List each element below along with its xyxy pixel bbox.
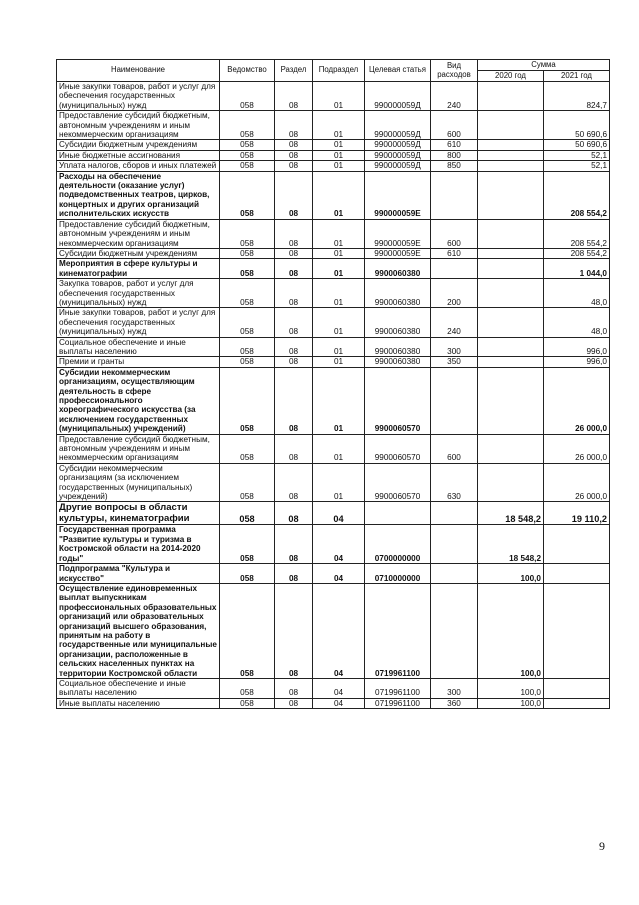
row-section: 08 bbox=[275, 82, 313, 111]
row-name: Закупка товаров, работ и услуг для обеспечения государственных (муниципальных) нужд bbox=[57, 279, 220, 308]
row-name: Иные закупки товаров, работ и услуг для обеспечения государственных (муниципальных) нужд bbox=[57, 308, 220, 337]
row-subsection: 01 bbox=[313, 367, 365, 434]
row-type bbox=[431, 564, 478, 584]
row-target: 0710000000 bbox=[365, 564, 431, 584]
row-subsection: 01 bbox=[313, 463, 365, 502]
table-row bbox=[57, 337, 610, 357]
row-subsection: 04 bbox=[313, 678, 365, 698]
row-name: Социальное обеспечение и иные выплаты населению bbox=[57, 337, 220, 357]
row-section: 08 bbox=[275, 150, 313, 160]
row-section: 08 bbox=[275, 564, 313, 584]
row-sum-2020: 100,0 bbox=[478, 583, 544, 678]
row-sum-2020 bbox=[478, 279, 544, 308]
row-type: 850 bbox=[431, 161, 478, 171]
row-target: 9900060570 bbox=[365, 434, 431, 463]
row-dept: 058 bbox=[220, 140, 275, 150]
row-sum-2020: 100,0 bbox=[478, 678, 544, 698]
header-dept: Ведомство bbox=[220, 60, 275, 82]
page-number: 9 bbox=[599, 839, 605, 853]
row-section: 08 bbox=[275, 583, 313, 678]
table-row bbox=[57, 150, 610, 160]
header-section: Раздел bbox=[275, 60, 313, 82]
row-target: 990000059Д bbox=[365, 161, 431, 171]
row-subsection: 01 bbox=[313, 434, 365, 463]
row-sum-2021: 52,1 bbox=[544, 161, 610, 171]
row-dept: 058 bbox=[220, 248, 275, 258]
row-sum-2021 bbox=[544, 525, 610, 564]
table-row bbox=[57, 279, 610, 308]
row-name: Субсидии бюджетным учреждениям bbox=[57, 248, 220, 258]
row-target: 990000059Е bbox=[365, 219, 431, 248]
row-sum-2021: 50 690,6 bbox=[544, 140, 610, 150]
row-name: Предоставление субсидий бюджетным, автономным учреждениям и иным некоммерческим организациям bbox=[57, 219, 220, 248]
row-target: 990000059Д bbox=[365, 150, 431, 160]
row-sum-2020 bbox=[478, 367, 544, 434]
row-type bbox=[431, 259, 478, 279]
row-sum-2020 bbox=[478, 259, 544, 279]
table-row bbox=[57, 357, 610, 367]
row-section: 08 bbox=[275, 140, 313, 150]
row-sum-2021: 26 000,0 bbox=[544, 434, 610, 463]
table-row bbox=[57, 463, 610, 502]
row-sum-2020 bbox=[478, 337, 544, 357]
row-subsection: 01 bbox=[313, 259, 365, 279]
row-type: 630 bbox=[431, 463, 478, 502]
row-sum-2020: 100,0 bbox=[478, 564, 544, 584]
row-dept: 058 bbox=[220, 502, 275, 525]
row-target: 0700000000 bbox=[365, 525, 431, 564]
row-subsection: 01 bbox=[313, 337, 365, 357]
table-row bbox=[57, 219, 610, 248]
row-dept: 058 bbox=[220, 678, 275, 698]
row-section: 08 bbox=[275, 525, 313, 564]
header-subsection: Подраздел bbox=[313, 60, 365, 82]
row-dept: 058 bbox=[220, 367, 275, 434]
row-type: 600 bbox=[431, 219, 478, 248]
row-section: 08 bbox=[275, 171, 313, 219]
row-dept: 058 bbox=[220, 357, 275, 367]
row-sum-2020 bbox=[478, 434, 544, 463]
row-sum-2020 bbox=[478, 140, 544, 150]
row-dept: 058 bbox=[220, 564, 275, 584]
row-target: 9900060380 bbox=[365, 259, 431, 279]
row-section: 08 bbox=[275, 259, 313, 279]
row-sum-2021: 996,0 bbox=[544, 337, 610, 357]
row-section: 08 bbox=[275, 698, 313, 708]
row-type bbox=[431, 171, 478, 219]
row-target: 9900060570 bbox=[365, 463, 431, 502]
table-row bbox=[57, 140, 610, 150]
row-subsection: 01 bbox=[313, 82, 365, 111]
row-dept: 058 bbox=[220, 150, 275, 160]
row-type: 360 bbox=[431, 698, 478, 708]
row-dept: 058 bbox=[220, 525, 275, 564]
row-sum-2021: 48,0 bbox=[544, 308, 610, 337]
row-sum-2020 bbox=[478, 248, 544, 258]
row-name: Субсидии бюджетным учреждениям bbox=[57, 140, 220, 150]
row-sum-2020 bbox=[478, 111, 544, 140]
row-type: 600 bbox=[431, 111, 478, 140]
row-section: 08 bbox=[275, 367, 313, 434]
row-subsection: 01 bbox=[313, 248, 365, 258]
table-row bbox=[57, 698, 610, 708]
row-type bbox=[431, 583, 478, 678]
row-type: 800 bbox=[431, 150, 478, 160]
table-row bbox=[57, 564, 610, 584]
row-dept: 058 bbox=[220, 308, 275, 337]
table-row bbox=[57, 248, 610, 258]
row-type: 610 bbox=[431, 140, 478, 150]
table-row bbox=[57, 161, 610, 171]
row-sum-2021: 50 690,6 bbox=[544, 111, 610, 140]
row-dept: 058 bbox=[220, 161, 275, 171]
row-type bbox=[431, 502, 478, 525]
row-name: Субсидии некоммерческим организациям, осуществляющим деятельность в сфере профессионального хореографического искусства (за исключением государственных (муниципальных) учреждений) bbox=[57, 367, 220, 434]
row-section: 08 bbox=[275, 502, 313, 525]
table-row bbox=[57, 583, 610, 678]
row-name: Расходы на обеспечение деятельности (оказание услуг) подведомственных театров, цирков, концертных и других организаций исполнительских искусств bbox=[57, 171, 220, 219]
row-sum-2021: 208 554,2 bbox=[544, 219, 610, 248]
row-subsection: 01 bbox=[313, 150, 365, 160]
row-sum-2020 bbox=[478, 171, 544, 219]
row-type: 240 bbox=[431, 82, 478, 111]
row-sum-2021 bbox=[544, 583, 610, 678]
header-2021: 2021 год bbox=[544, 71, 610, 82]
row-sum-2021: 824,7 bbox=[544, 82, 610, 111]
row-subsection: 01 bbox=[313, 219, 365, 248]
row-subsection: 01 bbox=[313, 171, 365, 219]
row-type: 350 bbox=[431, 357, 478, 367]
row-sum-2020: 18 548,2 bbox=[478, 525, 544, 564]
row-sum-2020 bbox=[478, 150, 544, 160]
row-name: Государственная программа "Развитие культуры и туризма в Костромской области на 2014-2020 годы" bbox=[57, 525, 220, 564]
header-sum: Сумма bbox=[478, 60, 610, 71]
row-type bbox=[431, 525, 478, 564]
row-type bbox=[431, 367, 478, 434]
row-name: Иные закупки товаров, работ и услуг для обеспечения государственных (муниципальных) нужд bbox=[57, 82, 220, 111]
table-row bbox=[57, 525, 610, 564]
header-name: Наименование bbox=[57, 60, 220, 82]
row-type: 610 bbox=[431, 248, 478, 258]
row-name: Субсидии некоммерческим организациям (за исключением государственных (муниципальных) учреждений) bbox=[57, 463, 220, 502]
budget-table bbox=[56, 59, 610, 709]
row-section: 08 bbox=[275, 219, 313, 248]
row-dept: 058 bbox=[220, 583, 275, 678]
row-sum-2021: 26 000,0 bbox=[544, 463, 610, 502]
row-name: Уплата налогов, сборов и иных платежей bbox=[57, 161, 220, 171]
row-sum-2020: 18 548,2 bbox=[478, 502, 544, 525]
row-name: Предоставление субсидий бюджетным, автономным учреждениям и иным некоммерческим организациям bbox=[57, 111, 220, 140]
row-subsection: 01 bbox=[313, 308, 365, 337]
row-target: 990000059Е bbox=[365, 171, 431, 219]
row-target: 9900060380 bbox=[365, 308, 431, 337]
row-name: Предоставление субсидий бюджетным, автономным учреждениям и иным некоммерческим организациям bbox=[57, 434, 220, 463]
row-target: 990000059Е bbox=[365, 248, 431, 258]
row-subsection: 01 bbox=[313, 161, 365, 171]
row-sum-2020 bbox=[478, 308, 544, 337]
row-subsection: 04 bbox=[313, 698, 365, 708]
row-dept: 058 bbox=[220, 111, 275, 140]
row-sum-2021: 208 554,2 bbox=[544, 171, 610, 219]
row-type: 600 bbox=[431, 434, 478, 463]
row-sum-2021: 19 110,2 bbox=[544, 502, 610, 525]
row-name: Другие вопросы в области культуры, кинематографии bbox=[57, 502, 220, 525]
row-sum-2021: 996,0 bbox=[544, 357, 610, 367]
row-name: Социальное обеспечение и иные выплаты населению bbox=[57, 678, 220, 698]
row-type: 300 bbox=[431, 678, 478, 698]
row-sum-2020 bbox=[478, 463, 544, 502]
row-subsection: 04 bbox=[313, 583, 365, 678]
row-subsection: 04 bbox=[313, 564, 365, 584]
row-sum-2020 bbox=[478, 357, 544, 367]
row-dept: 058 bbox=[220, 698, 275, 708]
row-dept: 058 bbox=[220, 279, 275, 308]
row-dept: 058 bbox=[220, 337, 275, 357]
header-2020: 2020 год bbox=[478, 71, 544, 82]
row-name: Иные бюджетные ассигнования bbox=[57, 150, 220, 160]
row-sum-2021 bbox=[544, 678, 610, 698]
row-target: 990000059Д bbox=[365, 111, 431, 140]
header-type: Вид расходов bbox=[431, 60, 478, 82]
row-section: 08 bbox=[275, 248, 313, 258]
row-dept: 058 bbox=[220, 82, 275, 111]
row-section: 08 bbox=[275, 434, 313, 463]
row-target: 9900060380 bbox=[365, 357, 431, 367]
row-subsection: 04 bbox=[313, 502, 365, 525]
row-subsection: 04 bbox=[313, 525, 365, 564]
row-target bbox=[365, 502, 431, 525]
row-subsection: 01 bbox=[313, 357, 365, 367]
row-target: 9900060570 bbox=[365, 367, 431, 434]
table-row bbox=[57, 171, 610, 219]
row-target: 9900060380 bbox=[365, 337, 431, 357]
row-dept: 058 bbox=[220, 259, 275, 279]
header-target: Целевая статья bbox=[365, 60, 431, 82]
row-sum-2020: 100,0 bbox=[478, 698, 544, 708]
table-row bbox=[57, 502, 610, 525]
row-sum-2021: 26 000,0 bbox=[544, 367, 610, 434]
row-name: Подпрограмма "Культура и искусство" bbox=[57, 564, 220, 584]
row-sum-2020 bbox=[478, 161, 544, 171]
row-target: 9900060380 bbox=[365, 279, 431, 308]
table-row bbox=[57, 678, 610, 698]
row-dept: 058 bbox=[220, 463, 275, 502]
row-subsection: 01 bbox=[313, 140, 365, 150]
row-sum-2020 bbox=[478, 82, 544, 111]
row-subsection: 01 bbox=[313, 111, 365, 140]
row-type: 300 bbox=[431, 337, 478, 357]
row-type: 200 bbox=[431, 279, 478, 308]
row-sum-2020 bbox=[478, 219, 544, 248]
row-section: 08 bbox=[275, 337, 313, 357]
row-name: Премии и гранты bbox=[57, 357, 220, 367]
row-name: Иные выплаты населению bbox=[57, 698, 220, 708]
row-sum-2021 bbox=[544, 698, 610, 708]
row-section: 08 bbox=[275, 463, 313, 502]
row-section: 08 bbox=[275, 678, 313, 698]
row-target: 990000059Д bbox=[365, 82, 431, 111]
table-row bbox=[57, 367, 610, 434]
row-sum-2021: 48,0 bbox=[544, 279, 610, 308]
row-dept: 058 bbox=[220, 219, 275, 248]
row-section: 08 bbox=[275, 357, 313, 367]
row-name: Осуществление единовременных выплат выпускникам профессиональных образовательных организаций или образовательных организаций высшего образования, принятым на работу в государственные или муниципальные организации, расположенные в сельских населенных пунктах на территории Костромской области bbox=[57, 583, 220, 678]
row-section: 08 bbox=[275, 161, 313, 171]
table-row bbox=[57, 434, 610, 463]
table-row bbox=[57, 82, 610, 111]
row-sum-2021 bbox=[544, 564, 610, 584]
row-section: 08 bbox=[275, 308, 313, 337]
row-dept: 058 bbox=[220, 171, 275, 219]
table-body bbox=[57, 82, 610, 709]
row-target: 990000059Д bbox=[365, 140, 431, 150]
row-subsection: 01 bbox=[313, 279, 365, 308]
row-target: 0719961100 bbox=[365, 678, 431, 698]
row-sum-2021: 208 554,2 bbox=[544, 248, 610, 258]
table-row bbox=[57, 308, 610, 337]
row-target: 0719961100 bbox=[365, 698, 431, 708]
row-sum-2021: 1 044,0 bbox=[544, 259, 610, 279]
table-row bbox=[57, 111, 610, 140]
row-type: 240 bbox=[431, 308, 478, 337]
row-name: Мероприятия в сфере культуры и кинематографии bbox=[57, 259, 220, 279]
row-dept: 058 bbox=[220, 434, 275, 463]
row-section: 08 bbox=[275, 111, 313, 140]
row-target: 0719961100 bbox=[365, 583, 431, 678]
row-section: 08 bbox=[275, 279, 313, 308]
row-sum-2021: 52,1 bbox=[544, 150, 610, 160]
budget-table-page bbox=[56, 59, 609, 709]
table-row bbox=[57, 259, 610, 279]
